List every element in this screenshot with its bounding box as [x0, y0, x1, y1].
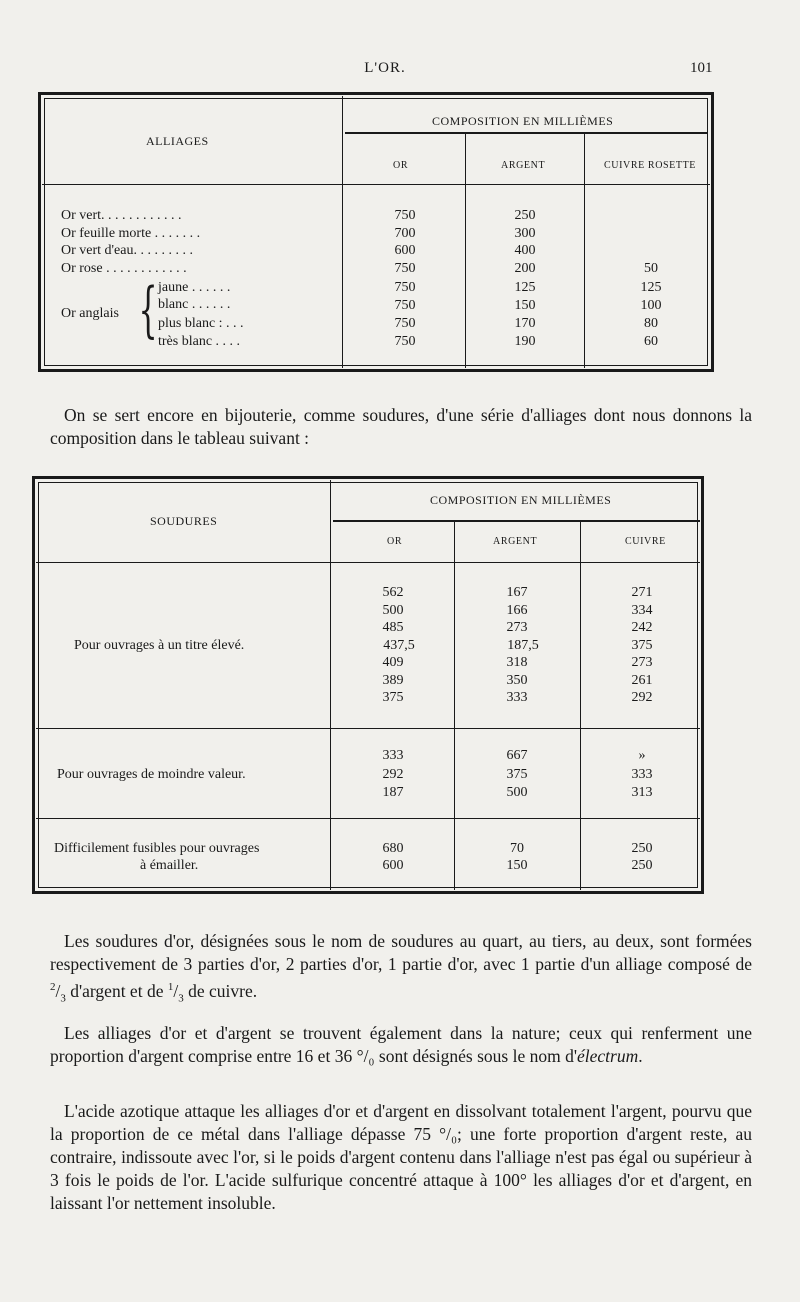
composition-group-header: COMPOSITION EN MILLIÈMES — [432, 114, 614, 128]
t2-cuivre: » — [638, 748, 646, 763]
t2-cuivre: 250 — [631, 858, 653, 873]
anglais-row-label: très blanc . . . . — [158, 334, 241, 349]
t2-or: 292 — [382, 767, 404, 782]
t2-argent: 187,5 — [507, 638, 539, 653]
table1-or: 750 — [394, 208, 416, 223]
table1-row-label: Or vert. . . . . . . . . . . . — [61, 208, 182, 223]
anglais-argent: 125 — [514, 280, 536, 295]
anglais-cuivre: 80 — [644, 316, 658, 331]
t2-argent: 350 — [506, 673, 528, 688]
col-cuivre-2: CUIVRE — [625, 536, 666, 547]
para2-text-b: d'argent et de — [65, 980, 168, 1001]
table1-or: 700 — [394, 226, 416, 241]
para3-text-a: Les alliages d'or et d'argent se trouvent également dans la nature; ceux qui renferment une proportion d'argent comprise entre 16 et 36 °/₀ sont désignés sous le nom d' — [50, 1023, 752, 1066]
fraction-1-3: 1 — [167, 981, 174, 993]
t2-argent: 318 — [506, 655, 528, 670]
t2-cuivre: 333 — [631, 767, 653, 782]
anglais-cuivre: 60 — [644, 334, 658, 349]
anglais-row-label: blanc . . . . . . — [158, 297, 231, 312]
t2-argent: 375 — [506, 767, 528, 782]
soudures-paragraph: Les soudures d'or, désignées sous le nom de soudures au quart, au tiers, au deux, sont formées respectivement de 3 parties d'or, 2 parties d'or, 1 partie d'or, avec 1 partie d'un alliage composé de $^2/_3$ d'argent et de $^1/_3$ de cuivre. — [50, 931, 752, 1005]
anglais-or: 750 — [394, 280, 416, 295]
group-label-emailler: à émailler. — [140, 858, 199, 873]
t2-or: 562 — [382, 585, 404, 600]
t2-cuivre: 292 — [631, 690, 653, 705]
t2-cuivre: 313 — [631, 785, 653, 800]
table1-or: 750 — [394, 261, 416, 276]
anglais-or: 750 — [394, 334, 416, 349]
soudures-col-header: SOUDURES — [150, 514, 218, 528]
t2-or: 187 — [382, 785, 404, 800]
t2-or: 333 — [382, 748, 404, 763]
table1-argent: 300 — [514, 226, 536, 241]
alliages-col-header: ALLIAGES — [146, 134, 209, 148]
fraction-2-3: 2 — [50, 981, 56, 993]
anglais-row-label: plus blanc : . . . — [158, 316, 244, 331]
table1-row-label: Or rose . . . . . . . . . . . . — [61, 261, 187, 276]
anglais-argent: 150 — [514, 298, 536, 313]
anglais-or: 750 — [394, 298, 416, 313]
composition-group-header-2: COMPOSITION EN MILLIÈMES — [430, 493, 612, 507]
anglais-cuivre: 125 — [640, 280, 662, 295]
electrum-paragraph: Les alliages d'or et d'argent se trouvent également dans la nature; ceux qui renferment une proportion d'argent comprise entre 16 et 36 °/₀ sont désignés sous le nom d'électrum. — [50, 1023, 752, 1066]
t2-argent: 273 — [506, 620, 528, 635]
group-label-moindre-valeur: Pour ouvrages de moindre valeur. — [57, 767, 246, 782]
t2-argent: 150 — [506, 858, 528, 873]
t2-cuivre: 250 — [631, 841, 653, 856]
t2-cuivre: 242 — [631, 620, 653, 635]
table1-argent: 400 — [514, 243, 536, 258]
anglais-or: 750 — [394, 316, 416, 331]
intro-paragraph: On se sert encore en bijouterie, comme soudures, d'une série d'alliages dont nous donnons la composition dans le tableau suivant : — [50, 405, 752, 448]
para2-text-a: Les soudures d'or, désignées sous le nom de soudures au quart, au tiers, au deux, sont formées respectivement de 3 parties d'or, 2 parties d'or, 1 partie d'or, avec 1 partie d'un alliage composé de — [50, 931, 752, 974]
table1-or: 600 — [394, 243, 416, 258]
anglais-argent: 190 — [514, 334, 536, 349]
t2-or: 485 — [382, 620, 404, 635]
running-head-title: L'OR. — [364, 60, 406, 76]
t2-or: 389 — [382, 673, 404, 688]
t2-argent: 166 — [506, 603, 528, 618]
group-label-titre-eleve: Pour ouvrages à un titre élevé. — [74, 638, 245, 653]
t2-argent: 500 — [506, 785, 528, 800]
table1-argent: 250 — [514, 208, 536, 223]
acide-paragraph: L'acide azotique attaque les alliages d'or et d'argent en dissolvant totalement l'argent, pourvu que la proportion de ce métal dans l'alliage dépasse 75 °/₀; une forte proportion d'argent reste, au contraire, indissoute avec l'or, si le poids d'argent contenu dans l'alliage n'est pas égal ou supérieur à 3 fois le poids de l'or. L'acide sulfurique concentré attaque à 100° les alliages d'or et d'argent, en laissant l'or nettement insoluble. — [50, 1101, 752, 1213]
t2-or: 680 — [382, 841, 404, 856]
col-cuivre-rosette: CUIVRE ROSETTE — [604, 160, 697, 171]
t2-cuivre: 261 — [631, 673, 653, 688]
col-argent-2: ARGENT — [493, 536, 538, 547]
t2-or: 409 — [382, 655, 404, 670]
group-label-difficilement: Difficilement fusibles pour ouvrages — [54, 841, 260, 856]
page-number: 101 — [690, 60, 713, 76]
t2-or: 375 — [382, 690, 404, 705]
t2-cuivre: 271 — [631, 585, 653, 600]
col-argent: ARGENT — [501, 160, 546, 171]
or-anglais-label: Or anglais — [61, 306, 119, 321]
electrum-term: électrum — [576, 1046, 639, 1066]
t2-argent: 333 — [506, 690, 528, 705]
t2-cuivre: 273 — [631, 655, 653, 670]
anglais-cuivre: 100 — [640, 298, 662, 313]
col-or-2: OR — [387, 536, 403, 547]
anglais-row-label: jaune . . . . . . — [158, 280, 231, 295]
left-brace: { — [138, 275, 158, 345]
t2-argent: 667 — [506, 748, 528, 763]
para2-text-c: de cuivre. — [183, 980, 258, 1001]
table1-cuivre: 50 — [644, 261, 658, 276]
table1-argent: 200 — [514, 261, 536, 276]
table1-row-label: Or feuille morte . . . . . . . — [61, 226, 201, 241]
t2-or: 437,5 — [383, 638, 415, 653]
table1-row-label: Or vert d'eau. . . . . . . . . — [61, 243, 193, 258]
t2-cuivre: 375 — [631, 638, 653, 653]
col-or: OR — [393, 160, 409, 171]
t2-argent: 167 — [506, 585, 528, 600]
t2-argent: 70 — [510, 841, 524, 856]
anglais-argent: 170 — [514, 316, 536, 331]
t2-or: 500 — [382, 603, 404, 618]
t2-cuivre: 334 — [631, 603, 653, 618]
t2-or: 600 — [382, 858, 404, 873]
